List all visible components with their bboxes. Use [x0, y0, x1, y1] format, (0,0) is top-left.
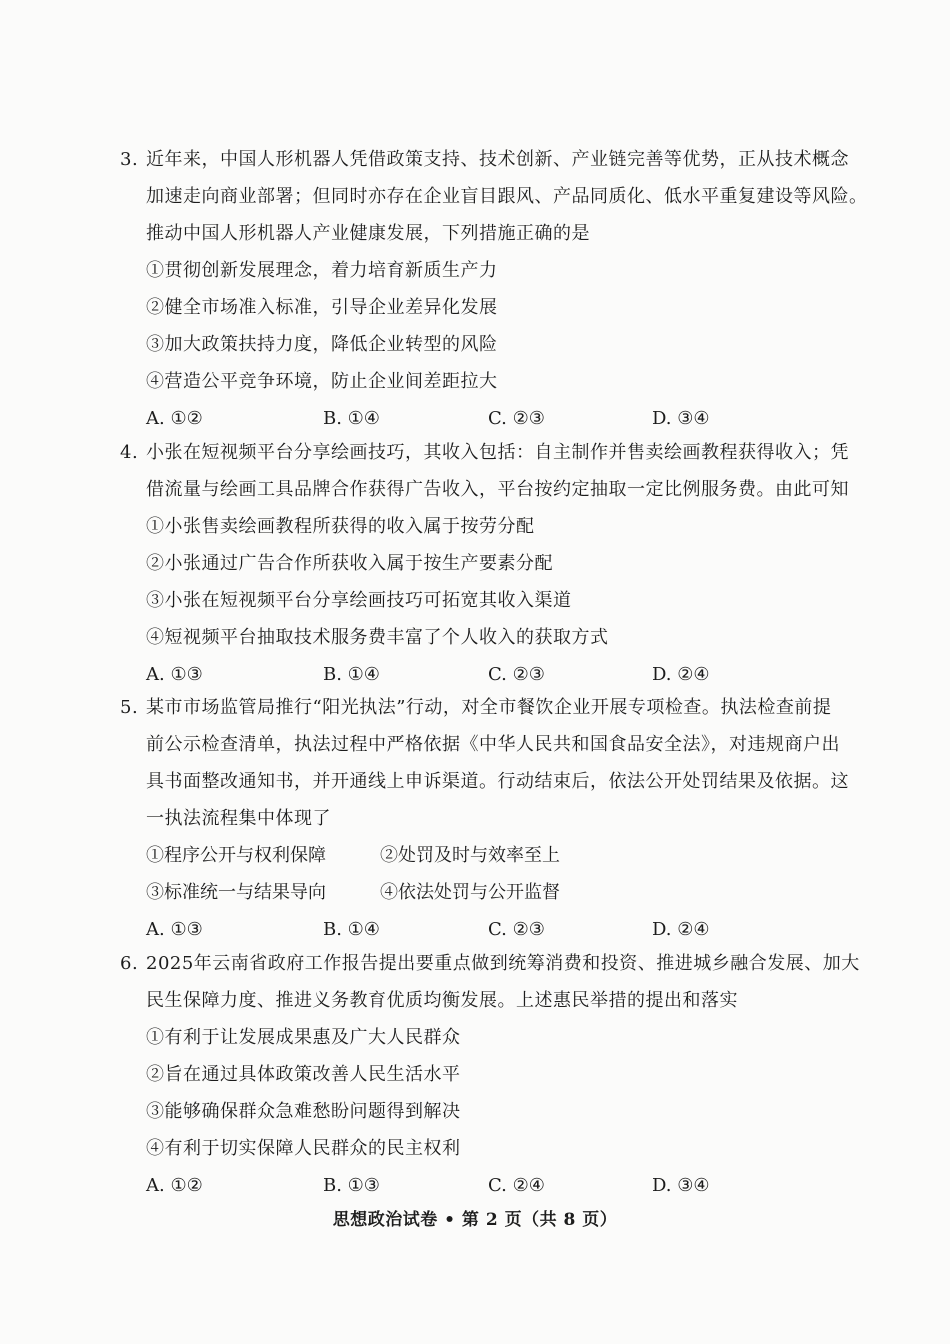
- choice-b: B. ①④: [323, 408, 380, 429]
- question-stem-line: 借流量与绘画工具品牌合作获得广告收入，平台按约定抽取一定比例服务费。由此可知: [146, 479, 849, 500]
- option-4: ④营造公平竞争环境，防止企业间差距拉大: [146, 371, 498, 392]
- choice-a: A. ①②: [146, 408, 203, 429]
- page-footer: 思想政治试卷 • 第 2 页（共 8 页）: [332, 1210, 618, 1230]
- choice-d: D. ②④: [652, 664, 710, 685]
- option-row: [120, 874, 840, 911]
- question-3: [120, 141, 868, 437]
- question-stem-line: 6. 2025年云南省政府工作报告提出要重点做到统筹消费和投资、推进城乡融合发展、加大: [120, 945, 840, 982]
- option-2: ②处罚及时与效率至上: [380, 845, 560, 866]
- question-stem-line: 具书面整改通知书，并开通线上申诉渠道。行动结束后，依法公开处罚结果及依据。这: [146, 771, 849, 792]
- choice-b: B. ①④: [323, 664, 380, 685]
- option-1: ①程序公开与权利保障: [146, 845, 326, 866]
- choice-d: D. ③④: [652, 1175, 710, 1196]
- choice-c: C. ②③: [488, 919, 545, 940]
- choice-a: A. ①③: [146, 919, 203, 940]
- choice-c: C. ②③: [488, 408, 545, 429]
- option-3: ③加大政策扶持力度，降低企业转型的风险: [146, 334, 498, 355]
- answer-choices: [120, 656, 840, 693]
- question-stem-line: 5. 某市市场监管局推行“阳光执法”行动，对全市餐饮企业开展专项检查。执法检查前提: [120, 689, 840, 726]
- option-4: ④依法处罚与公开监督: [380, 882, 560, 903]
- option-row: [120, 837, 840, 874]
- option-2: ②小张通过广告合作所获收入属于按生产要素分配: [146, 553, 553, 574]
- question-5: [120, 689, 849, 948]
- question-number: 5.: [120, 697, 139, 718]
- option-1: ①贯彻创新发展理念，着力培育新质生产力: [146, 260, 498, 281]
- question-number: 6.: [120, 953, 139, 974]
- question-stem-line: 3. 近年来，中国人形机器人凭借政策支持、技术创新、产业链完善等优势，正从技术概念: [120, 141, 840, 178]
- choice-c: C. ②③: [488, 664, 545, 685]
- option-2: ②健全市场准入标准，引导企业差异化发展: [146, 297, 498, 318]
- option-1: ①小张售卖绘画教程所获得的收入属于按劳分配: [146, 516, 535, 537]
- choice-a: A. ①③: [146, 664, 203, 685]
- choice-d: D. ③④: [652, 408, 710, 429]
- answer-choices: [120, 911, 840, 948]
- question-number: 4.: [120, 442, 139, 463]
- option-2: ②旨在通过具体政策改善人民生活水平: [146, 1064, 461, 1085]
- question-stem-line: 4. 小张在短视频平台分享绘画技巧，其收入包括：自主制作并售卖绘画教程获得收入；凭: [120, 434, 840, 471]
- option-3: ③能够确保群众急难愁盼问题得到解决: [146, 1101, 461, 1122]
- question-stem-line: 民生保障力度、推进义务教育优质均衡发展。上述惠民举措的提出和落实: [146, 990, 738, 1011]
- option-4: ④短视频平台抽取技术服务费丰富了个人收入的获取方式: [146, 627, 609, 648]
- option-4: ④有利于切实保障人民群众的民主权利: [146, 1138, 461, 1159]
- question-stem-line: 推动中国人形机器人产业健康发展，下列措施正确的是: [146, 223, 590, 244]
- choice-a: A. ①②: [146, 1175, 203, 1196]
- choice-c: C. ②④: [488, 1175, 545, 1196]
- answer-choices: [120, 1167, 840, 1204]
- question-4: [120, 434, 849, 693]
- choice-b: B. ①④: [323, 919, 380, 940]
- question-stem-line: 一执法流程集中体现了: [146, 808, 331, 829]
- question-stem-line: 前公示检查清单，执法过程中严格依据《中华人民共和国食品安全法》，对违规商户出: [146, 734, 840, 755]
- question-stem-line: 加速走向商业部署；但同时亦存在企业盲目跟风、产品同质化、低水平重复建设等风险。: [146, 186, 868, 207]
- question-6: [120, 945, 860, 1204]
- option-3: ③小张在短视频平台分享绘画技巧可拓宽其收入渠道: [146, 590, 572, 611]
- question-number: 3.: [120, 149, 139, 170]
- choice-b: B. ①③: [323, 1175, 380, 1196]
- answer-choices: [120, 400, 840, 437]
- choice-d: D. ②④: [652, 919, 710, 940]
- option-3: ③标准统一与结果导向: [146, 882, 326, 903]
- option-1: ①有利于让发展成果惠及广大人民群众: [146, 1027, 461, 1048]
